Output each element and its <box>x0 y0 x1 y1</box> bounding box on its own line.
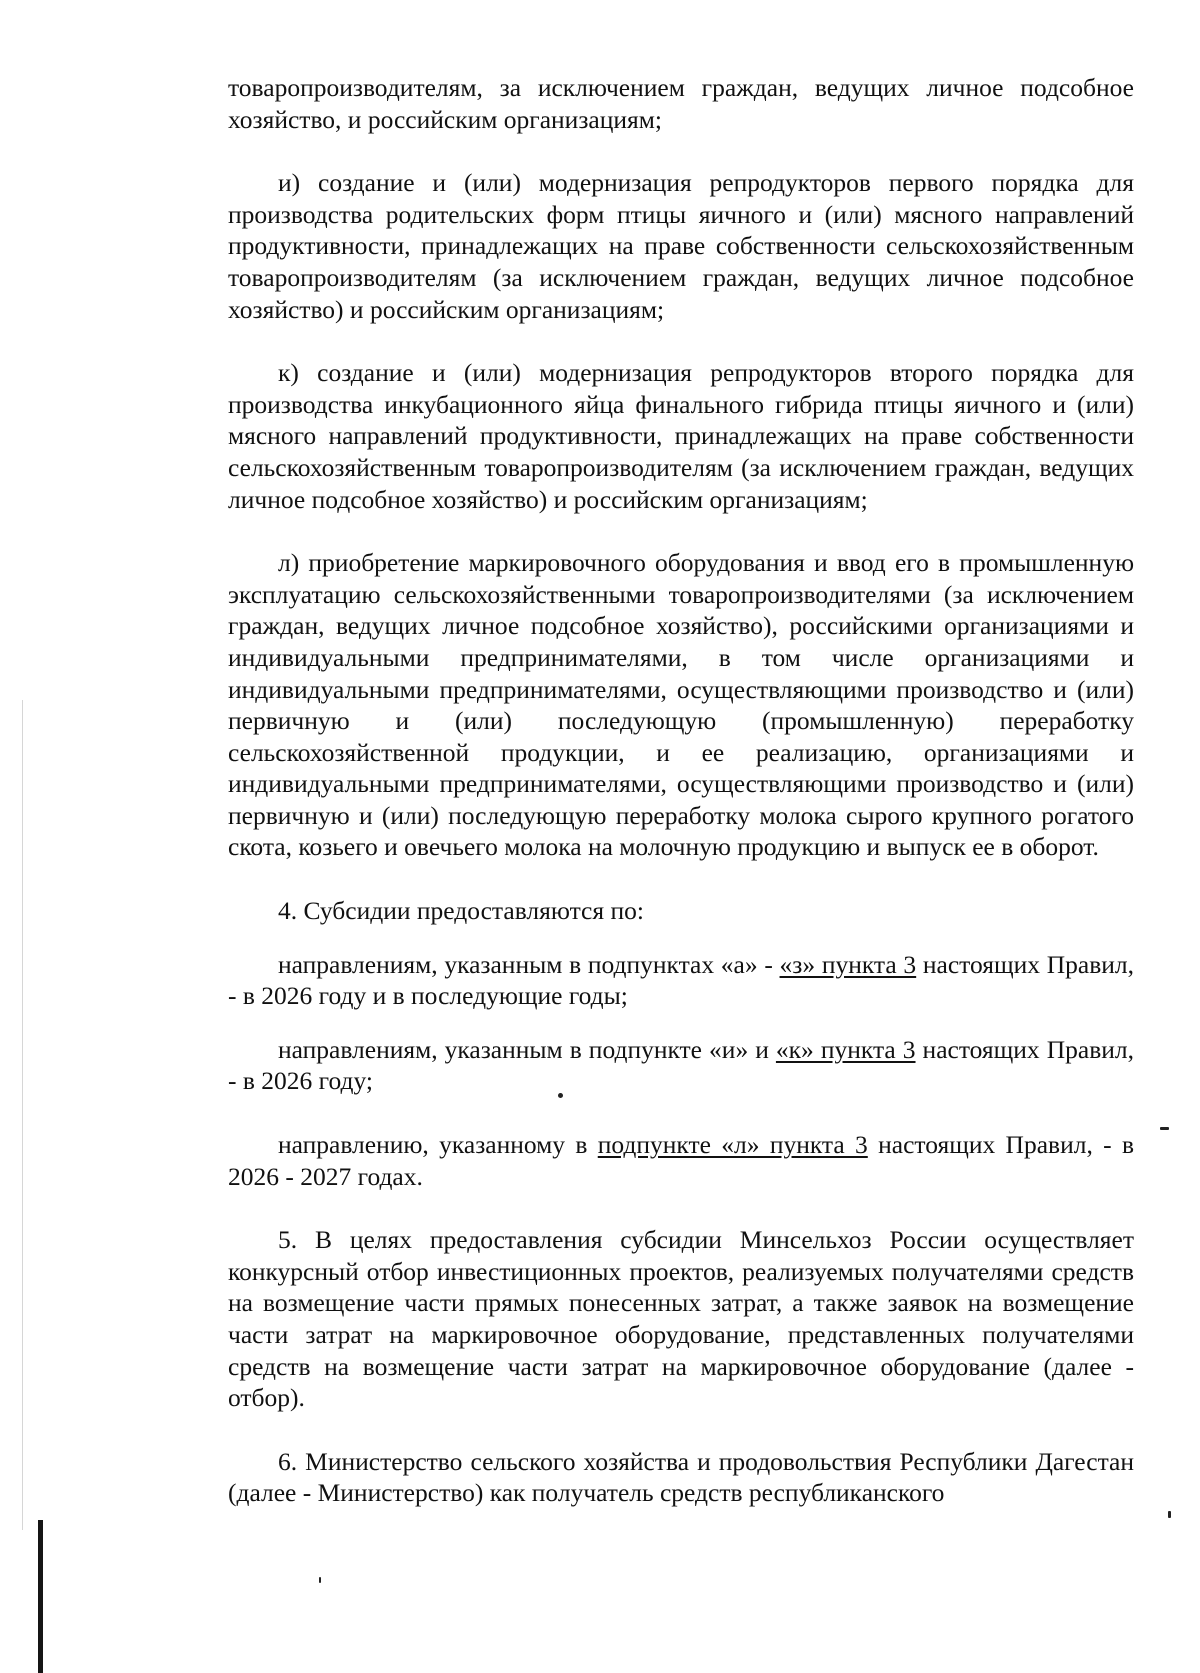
paragraph-item-k: к) создание и (или) модернизация репродукторов второго порядка для производства инкубационного яйца финального гибрида птицы яичного и (или) мясного направлений продуктивности, принадлежащих на праве собственности сельскохозяйственным товаропроизводителям (за исключением граждан, ведущих личное подсобное хозяйство) и российским организациям; <box>228 358 1134 514</box>
paragraph-clause-6: 6. Министерство сельского хозяйства и продовольствия Республики Дагестан (далее - Министерство) как получатель средств республиканского <box>228 1446 1134 1508</box>
reference-link[interactable]: подпункте «л» пункта 3 <box>597 1130 868 1160</box>
paragraph-item-l: л) приобретение маркировочного оборудования и ввод его в промышленную эксплуатацию сельскохозяйственными товаропроизводителями (за исключением граждан, ведущих личное подсобное хозяйство), российскими организациями и индивидуальными предпринимателями, в том числе организациями и индивидуальными предпринимателями, осуществляющими производство и (или) первичную и (или) последующую (промышленную) переработку сельскохозяйственной продукции, и ее реализацию, организациями и индивидуальными предпринимателями, осуществляющими производство и (или) первичную и (или) последующую переработку молока сырого крупного рогатого скота, козьего и овечьего молока на молочную продукцию и выпуск ее в оборот. <box>228 548 1134 862</box>
scan-speck <box>319 1577 321 1583</box>
text-segment: направлениям, указанным в подпункте «и» и <box>278 1034 776 1064</box>
paragraph-item-i: и) создание и (или) модернизация репродукторов первого порядка для производства родительских форм птицы яичного и (или) мясного направлений продуктивности, принадлежащих на праве собственности сельскохозяйственным товаропроизводителям (за исключением граждан, ведущих личное подсобное хозяйство) и российским организациям; <box>228 168 1134 324</box>
text-segment: настоящих Правил, - в 2026 году; <box>228 1034 1134 1096</box>
paragraph-clause-4-b <box>228 1034 1134 1097</box>
reference-link[interactable]: «к» пункта 3 <box>775 1034 916 1064</box>
paragraph-clause-4-c <box>228 1129 1134 1192</box>
reference-link[interactable]: «з» пункта 3 <box>779 949 917 979</box>
scan-edge-mark <box>38 1520 43 1673</box>
text-segment: направлениям, указанным в подпунктах «а» - <box>278 949 780 979</box>
text-segment: настоящих Правил, - в 2026 - 2027 годах. <box>228 1130 1135 1191</box>
text-segment: настоящих Правил, - в 2026 году и в последующие годы; <box>228 949 1134 1011</box>
scan-speck <box>1160 1127 1169 1130</box>
paragraph-clause-5: 5. В целях предоставления субсидии Минсельхоз России осуществляет конкурсный отбор инвестиционных проектов, реализуемых получателями средств на возмещение части прямых понесенных затрат, а также заявок на возмещение части затрат на маркировочное оборудование, представленных получателями средств на возмещение части затрат на маркировочное оборудование (далее - отбор). <box>228 1225 1134 1413</box>
document-body <box>228 72 1134 1541</box>
scan-edge-shadow <box>22 700 23 1530</box>
scan-speck <box>1168 1511 1171 1518</box>
paragraph-continuation: товаропроизводителям, за исключением граждан, ведущих личное подсобное хозяйство, и российским организациям; <box>228 73 1134 134</box>
text-segment: направлению, указанному в <box>278 1130 598 1160</box>
paragraph-clause-4: 4. Субсидии предоставляются по: <box>278 896 644 926</box>
paragraph-clause-4-a <box>228 949 1134 1012</box>
